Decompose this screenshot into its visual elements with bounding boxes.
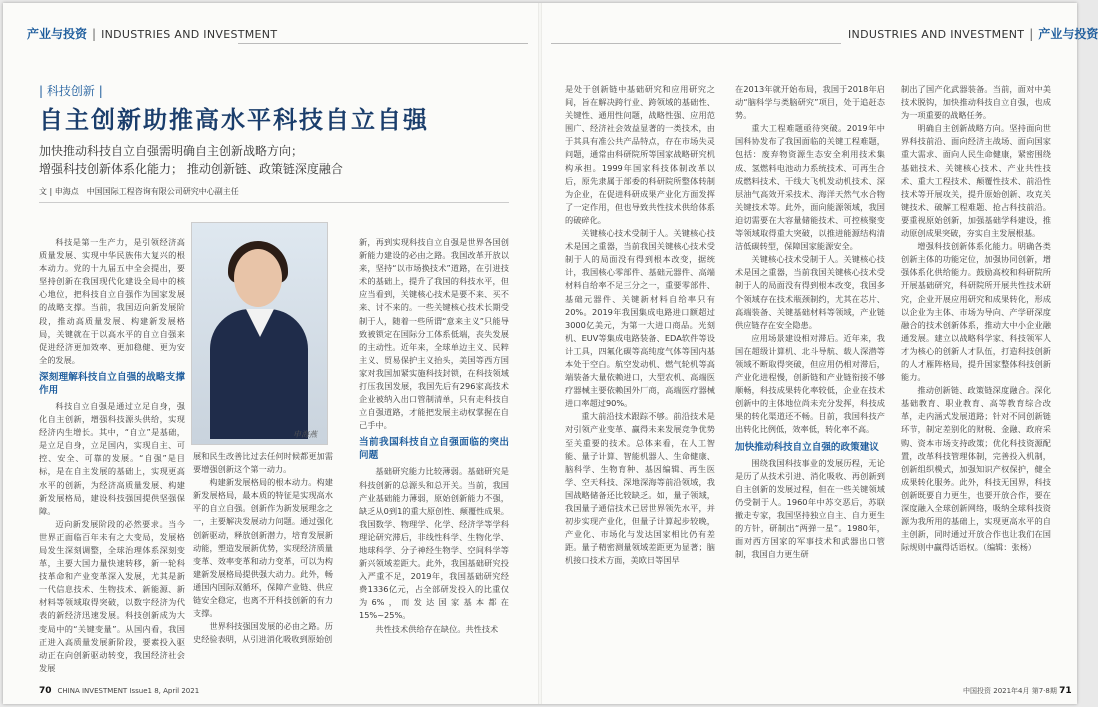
footer-right — [963, 686, 1078, 696]
paragraph: 是处于创新链中基础研究和应用研究之间，旨在解决跨行业、跨领域的基础性、关键性、通用性问题，战略性强、应用范围广、经济社会效益显著的一类技术，由于其具有准公共产品特点，存在市场失灵问题，通常由科研院所等国家战略研究机构承担。1999年国家科技体制改革以后，原先隶属于部委的科研院所整体转制为企业，在促进科研成果产业化方面发挥了一定作用，但也导致共性技术供给体系的破碎化。 — [565, 84, 715, 225]
header-left-cn: 产业与投资 — [27, 27, 88, 41]
section-heading: 深刻理解科技自立自强的战略支撑作用 — [39, 371, 185, 396]
header-left-en: INDUSTRIES AND INVESTMENT — [101, 28, 278, 41]
paragraph: 共性技术供给存在缺位。共性技术 — [375, 623, 499, 634]
column-5 — [735, 83, 885, 676]
footer-left — [39, 686, 199, 696]
paragraph: 围绕我国科技事业的发展历程，无论是历了从技术引进、消化吸收、再创新到自主创新的发展过程，但在一些关键领域仍受制于人。1960年中苏交恶后，苏联撤走专家，我国坚持独立自主、自力更生的方针，研制出“两弹一星”。1980年，面对西方国家的军事技术和武器出口管制，我国自力更生研 — [735, 457, 885, 560]
header-right-cn: 产业与投资 — [1038, 27, 1098, 41]
paragraph: 在2013年就开始布局，我国于2018年启动“脑科学与类脑研究”项目，处于追赶态势。 — [735, 84, 885, 121]
header-right-en: INDUSTRIES AND INVESTMENT — [848, 28, 1025, 41]
paragraph: 世界科技强国发展的必由之路。历史经验表明，从引进消化吸收到原始创 — [193, 621, 333, 645]
byline-rule — [39, 202, 509, 203]
paragraph: 关键核心技术受制于人。关键核心技术是国之重器，当前我国关键核心技术受制于人的局面没有得到根本改变，我国多个领域存在技术瓶颈制约，尤其在芯片、高端装备、关键基础材料等领域，产业链供应链存在安全隐患。 — [735, 254, 885, 330]
paragraph: 展和民生改善比过去任何时候都更加需要增强创新这个第一动力。 — [193, 451, 333, 475]
footer-right-issue: 2021年4月 第7·8期 — [993, 687, 1057, 695]
column-2 — [193, 450, 333, 676]
photo-caption: 申海燕 — [293, 430, 317, 439]
paragraph: 新，再到实现科技自立自强是世界各国创新能力建设的必由之路。我国改革开放以来，坚持“以市场换技术”道路，在引进技术的基础上，提升了我国的科技水平，但应当看到，关键核心技术是要不来、买不来、讨不来的。一些关键核心技术长期受制于人，随着一些所谓“意来主义”只能导致被锁定在国际分工体系低端，丧失发展的主动性。近年来，全球单边主义、民粹主义、贸易保护主义抬头，美国等西方国家对我国加紧实施科技封锁，在科技领域打压我国发展，我国先后有296家高技术企业被纳入出口管制清单，只有走科技自立自强道路，才能把发展主动权掌握在自己手中。 — [359, 237, 509, 431]
paragraph: 迈向新发展阶段的必然要求。当今世界正面临百年未有之大变局，发展格局发生深刻调整，全球治理体系深刻变革，主要大国力量快速转移，新一轮科技革命和产业变革深入发展，尤其是新一代信息技术、生物技术、新能源、新材料等领域取得突破，以数字经济为代表的新经济迅速发展。科技创新成为大变局中的“关键变量”。从国内看，我国正进入高质量发展新阶段，要素投入驱动正在向创新驱动转变，我国经济社会发展 — [39, 518, 185, 673]
page-number-right: 71 — [1059, 686, 1072, 696]
page-gutter — [538, 3, 542, 704]
magazine-spread — [3, 3, 1098, 704]
paragraph: 制出了国产化武器装备。当前，面对中美技术脱钩，加快推动科技自立自强，也成为一项重要的战略任务。 — [901, 84, 1051, 121]
paragraph: 重大工程难题亟待突破。2019年中国科协发布了我国面临的关键工程难题，包括：废弃物资源生态安全利用技术集成、氢燃料电池动力系统技术、可再生合成燃料技术、干线大飞机发动机技术、深层油气高效开采技术、海洋天然气水合物关键技术等。此外，面向能源领域，我国迫切需要在大容量储能技术、可控核聚变等领域取得重大突破，以推进能源结构清洁低碳转型，保障国家能源安全。 — [735, 123, 885, 252]
column-6 — [901, 83, 1051, 676]
paragraph: 明确自主创新战略方向。坚持面向世界科技前沿、面向经济主战场、面向国家重大需求、面向人民生命健康，紧密围绕基础技术、关键核心技术、产业共性技术、重大工程技术、颠覆性技术、前沿性技术等开展攻关，提升原始创新、攻克关键技术、破解工程难题、抢占科技前沿。要重视原始创新，加强基础学科建设，推动原创成果突破，夯实自主发展根基。 — [901, 123, 1051, 239]
paragraph: 科技是第一生产力，是引领经济高质量发展、实现中华民族伟大复兴的根本动力。党的十九届五中全会提出，要坚持创新在我国现代化建设全局中的核心地位，把科技自立自强作为国家发展的战略支撑。当前，我国迈向新发展阶段，推动高质量发展、构建新发展格局，关键就在于以高水平的自立自强来促进经济更加效率、更加稳健、更为安全的发展。 — [39, 237, 185, 365]
paragraph: 增强科技创新体系化能力。明确各类创新主体的功能定位，加强协同创新，增强体系化供给能力。鼓励高校和科研院所开展基础研究，科研院所开展共性技术研究，企业开展应用研究和成果转化，形成以企业为主体、市场为导向、产学研深度融合的技术创新体系，推动大中小企业融通发展。建立以战略科学家、科技领军人才为核心的创新人才队伍，打造科技创新的人才雁阵格局，提升国家整体科技创新能力。 — [901, 241, 1051, 383]
paragraph: 构建新发展格局的根本动力。构建新发展格局，最本质的特征是实现高水平的自立自强。创新作为新发展理念之一，主要解决发展动力问题。通过强化创新驱动，释放创新潜力，培育发展新动能，塑造发展新优势，实现经济质量变革、效率变革和动力变革，可以为构建新发展格局提供强大动力。此外，畅通国内国际双循环，保障产业链、供应链安全稳定，也离不开科技创新的有力支撑。 — [193, 477, 333, 619]
paragraph: 推动创新链、政策链深度融合。深化基础教育、职业教育、高等教育综合改革，走内涵式发展道路；针对不同创新链环节，制定差别化的财税、金融、政府采购、资本市场支持政策；优化科技资源配置，改革科技管理体制，完善投入机制，创新组织模式，加强知识产权保护，健全成果转化服务。此外，科技无国界，科技创新既要自力更生，也要开放合作，要在深度融入全球创新网络，吸纳全球科技资源为我所用的基础上，实现更高水平的自主创新，同时通过开放合作也让我们在国际规则中赢得话语权。（编辑：张杨） — [901, 385, 1051, 553]
column-3 — [359, 236, 509, 676]
author-photo — [191, 222, 328, 445]
header-rule-right — [551, 43, 841, 44]
header-left: 产业与投资 | INDUSTRIES AND INVESTMENT — [27, 27, 278, 41]
byline: 文 | 申海点 中国国际工程咨询有限公司研究中心副主任 — [39, 187, 239, 196]
column-tag-text: 科技创新 — [46, 84, 95, 98]
article-subtitle-1: 加快推动科技自立自强需明确自主创新战略方向； — [39, 144, 304, 158]
article-title: 自主创新助推高水平科技自立自强 — [39, 106, 429, 134]
column-4 — [565, 83, 715, 676]
column-1 — [39, 236, 185, 676]
footer-right-mag: 中国投资 — [963, 687, 991, 695]
header-rule-left — [238, 43, 528, 44]
paragraph: 重大前沿技术跟踪不够。前沿技术是对引领产业变革、赢得未来发展竞争优势至关重要的技术。总体来看，在人工智能、量子计算、智能机器人、生命健康、脑科学、生物育种、基因编辑、再生医学、空天科技、深地深海等前沿领域，我国战略储备还比较缺乏。如，量子领域，我国量子通信技术已居世界领先水平，并初步实现产业化，但量子计算起步较晚，产业化、市场化与发达国家相比仍有差距。量子精密测量领域差距更为显著；脑机接口技术方面，美欧日等国早 — [565, 411, 715, 566]
page-number-left: 70 — [39, 686, 52, 696]
footer-left-mag: CHINA INVESTMENT — [57, 687, 128, 695]
column-tag: | 科技创新 | — [39, 84, 103, 98]
section-heading: 当前我国科技自立自强面临的突出问题 — [359, 437, 509, 462]
paragraph: 应用场景建设相对滞后。近年来，我国在超级计算机、北斗导航、载人深潜等领域不断取得突破，但应用仍相对滞后，产业化进程慢，创新链和产业链衔接不够顺畅，科技成果转化率较低，企业在技术创新中的主体地位尚未充分发挥，科技成果的转化渠道还不畅。目前，我国科技产出转化比例低，效率低，转化率不高。 — [735, 332, 885, 435]
paragraph: 基础研究能力比较薄弱。基础研究是科技创新的总源头和总开关。当前，我国产业基础能力薄弱，原始创新能力不强，缺乏从0到1的重大原创性、颠覆性成果。我国数学、物理学、化学、经济学等学科理论研究滞后，非线性科学、生物化学、地球科学、分子神经生物学、空间科学等新兴领域差距大。此外，我国基础研究投入严重不足，2019年，我国基础研究经费1336亿元，占全部研发投入的比重仅为6%，而发达国家基本都在15%~25%。 — [359, 466, 509, 621]
header-right: INDUSTRIES AND INVESTMENT | 产业与投资 — [848, 27, 1098, 41]
article-subtitle-2: 增强科技创新体系化能力； 推动创新链、政策链深度融合 — [39, 162, 343, 176]
paragraph: 科技自立自强是通过立足自身，强化自主创新，增强科技源头供给，实现经济内生增长。其中，“自立”是基础，是立足自身，立足国内，实现自主、可控、安全、可靠的发展。“自强”是目标，是在自主发展的基础上，实现更高水平的创新，为经济高质量发展、构建新发展格局，建设科技强国提供坚强保障。 — [39, 400, 185, 516]
section-heading: 加快推动科技自立自强的政策建议 — [735, 441, 879, 453]
footer-left-issue: Issue1 8, April 2021 — [129, 687, 200, 695]
paragraph: 关键核心技术受制于人。关键核心技术是国之重器，当前我国关键核心技术受制于人的局面没有得到根本改变，据统计，我国核心零部件、基础元器件、高端材料自给率不足三分之一，重要零部件、基础元器件、关键新材料自给率只有20%。2019年我国集成电路进口额超过3000亿美元，为第一大进口商品。光刻机、EUV等集成电路装备、EDA软件等设计工具，四氟化碳等高纯度气体等国内基本处于空白。航空发动机、燃气轮机等高端装备大量依赖进口，大型农机、高端医疗器械主要依赖国外厂商，高端医疗器械进口率超过90%。 — [565, 228, 715, 409]
